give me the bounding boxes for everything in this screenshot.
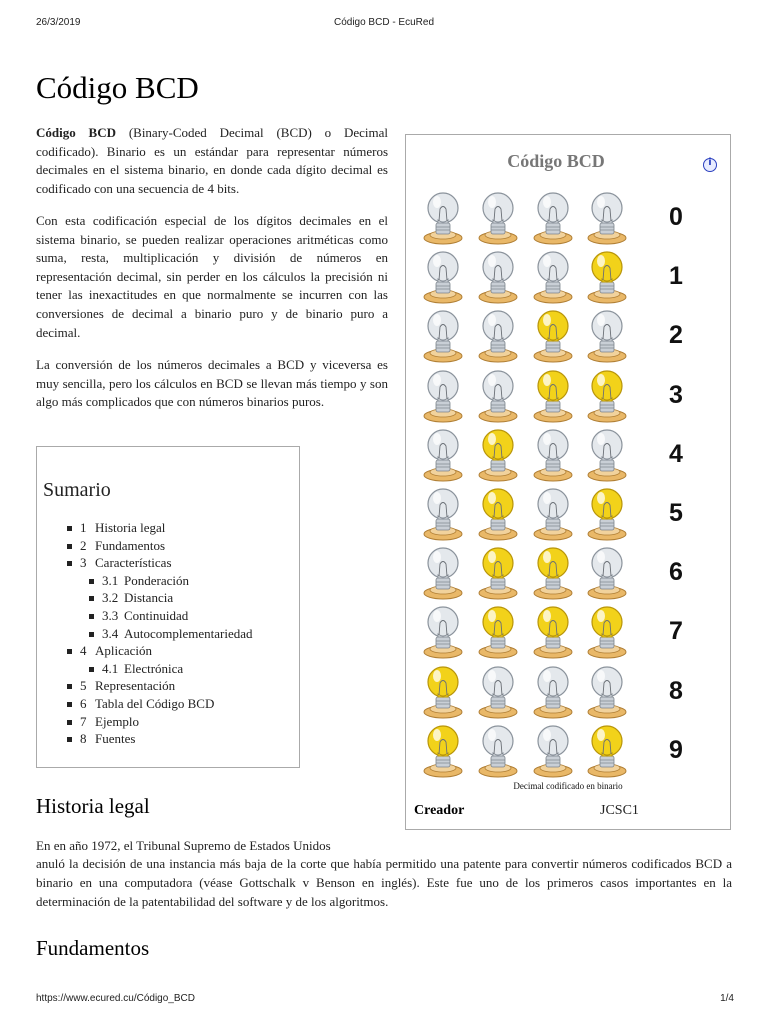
bulb-on-icon <box>529 305 577 365</box>
toc-item-label: Ejemplo <box>95 713 140 729</box>
print-header-title: Código BCD - EcuRed <box>333 17 435 28</box>
historia-first-line: En en año 1972, el Tribunal Supremo de Estados Unidos <box>36 838 331 853</box>
bulb-on-icon <box>583 365 631 425</box>
bulb-off-icon <box>474 305 522 365</box>
digit-label: 6 <box>669 558 683 587</box>
toc-item-label: Historia legal <box>95 520 166 535</box>
toc-item-number: 3.2 <box>102 590 119 606</box>
bulb-off-icon <box>529 483 577 543</box>
infobox <box>405 134 731 830</box>
bulb-on-icon <box>474 483 522 543</box>
bulb-on-icon <box>583 720 631 780</box>
bulb-on-icon <box>474 601 522 661</box>
bulb-on-icon <box>583 246 631 306</box>
digit-label: 4 <box>669 439 683 468</box>
bullet-icon <box>89 579 94 584</box>
bulb-off-icon <box>583 305 631 365</box>
bulb-on-icon <box>529 601 577 661</box>
toc-item-number: 6 <box>80 695 87 711</box>
bulb-off-icon <box>529 720 577 780</box>
intro-paragraph <box>36 124 388 198</box>
toc-item-number: 3.4 <box>102 625 119 641</box>
toc-item-label: Ponderación <box>124 572 189 588</box>
bulb-on-icon <box>583 483 631 543</box>
bulb-off-icon <box>529 424 577 484</box>
bullet-icon <box>89 614 94 619</box>
bulb-off-icon <box>474 720 522 780</box>
digit-label: 0 <box>669 203 683 231</box>
toc-item-number: 1 <box>80 520 87 535</box>
bulb-off-icon <box>419 601 467 661</box>
bulb-off-icon <box>419 424 467 484</box>
bulb-off-icon <box>583 424 631 484</box>
toc-item-label: Autocomplementariedad <box>124 625 253 641</box>
toc-item-number: 2 <box>80 537 87 553</box>
bulb-on-icon <box>419 661 467 721</box>
toc-item-label: Representación <box>95 678 176 694</box>
print-footer-url: https://www.ecured.cu/Código_BCD <box>36 993 195 1004</box>
bulb-off-icon <box>529 246 577 306</box>
historia-paragraph: anuló la decisión de una instancia más baja de la corte que había permitido una patente para convertir números codificados BCD a binario en una computadora (véase Gottschalk v Benson en inglés). Este fue uno de los primeros casos importantes en la determinación de la patentabilidad del software y de los algoritmos. <box>36 856 732 909</box>
bullet-icon <box>67 526 72 531</box>
creator-label: Creador <box>414 803 465 818</box>
bulb-off-icon <box>474 246 522 306</box>
page-title: Código BCD <box>36 70 199 105</box>
table-of-contents <box>36 446 300 768</box>
bullet-icon <box>89 667 94 672</box>
print-header-date: 26/3/2019 <box>36 17 81 28</box>
bullet-icon <box>67 544 72 549</box>
digit-label: 9 <box>669 735 683 764</box>
bullet-icon <box>67 737 72 742</box>
toc-item-label: Características <box>95 555 172 571</box>
toc-item-number: 3.1 <box>102 572 119 588</box>
bulb-on-icon <box>419 720 467 780</box>
bulb-off-icon <box>474 661 522 721</box>
toc-item-number: 5 <box>80 678 87 694</box>
section-title-fundamentos: Fundamentos <box>36 936 150 960</box>
intro-text: (Binary-Coded Decimal (BCD) o Decimal codificado). Binario es un estándar para representar números decimales en el sistema binario, en donde cada dígito decimal es codificado con una secuencia de 4 bits. <box>36 125 388 196</box>
bullet-icon <box>67 561 72 566</box>
section-title-historia: Historia legal <box>36 794 150 818</box>
digit-label: 8 <box>669 676 683 705</box>
toc-item-number: 7 <box>80 713 87 729</box>
info-icon[interactable]: i <box>703 158 717 172</box>
bulb-off-icon <box>474 187 522 247</box>
infobox-title: Código BCD <box>507 151 605 171</box>
bulb-off-icon <box>529 187 577 247</box>
bulb-off-icon <box>419 305 467 365</box>
toc-item-label: Distancia <box>124 590 174 606</box>
toc-title: Sumario <box>43 479 111 501</box>
paragraph-2: Con esta codificación especial de los dígitos decimales en el sistema binario, se pueden realizar operaciones aritméticas como suma, resta, multiplicación y división de números en representación decimal, sin perder en los cálculos la precisión ni tener las inexactitudes en que normalmente se incurren con las conversiones de decimal a binario puro y de binario puro a decimal. <box>36 213 388 340</box>
bulb-on-icon <box>474 424 522 484</box>
bulb-off-icon <box>419 187 467 247</box>
digit-label: 7 <box>669 617 683 646</box>
toc-item-number: 3.3 <box>102 607 119 623</box>
bulb-off-icon <box>419 542 467 602</box>
toc-item-number: 8 <box>80 731 87 747</box>
bulb-on-icon <box>529 365 577 425</box>
toc-item-label: Fuentes <box>95 731 136 747</box>
print-footer-page: 1/4 <box>720 993 734 1004</box>
toc-item-label: Fundamentos <box>95 537 166 553</box>
digit-label: 2 <box>669 321 683 350</box>
bullet-icon <box>67 702 72 707</box>
bulb-off-icon <box>419 483 467 543</box>
toc-item-number: 3 <box>80 555 87 571</box>
toc-item-number: 4.1 <box>102 660 119 676</box>
bulb-on-icon <box>474 542 522 602</box>
toc-item-label: Continuidad <box>124 607 189 623</box>
toc-item-label: Tabla del Código BCD <box>95 695 215 711</box>
toc-item-label: Aplicación <box>95 643 153 659</box>
bulb-off-icon <box>419 246 467 306</box>
digit-label: 3 <box>669 380 683 409</box>
bullet-icon <box>89 632 94 637</box>
intro-bold-term: Código BCD <box>36 125 116 140</box>
bulb-off-icon <box>583 661 631 721</box>
bullet-icon <box>67 649 72 654</box>
paragraph-3: La conversión de los números decimales a BCD y viceversa es muy sencilla, pero los cálculos en BCD se llevan más tiempo y son algo más complicados que con números binarios puros. <box>36 357 388 410</box>
toc-item-label: Electrónica <box>124 660 184 676</box>
bullet-icon <box>67 720 72 725</box>
bulb-off-icon <box>529 661 577 721</box>
digit-label: 5 <box>669 499 683 527</box>
bullet-icon <box>67 684 72 689</box>
toc-item-number: 4 <box>80 643 87 659</box>
bulb-off-icon <box>583 187 631 247</box>
bcd-bulb-grid <box>406 135 730 785</box>
digit-label: 1 <box>669 262 683 291</box>
bulb-on-icon <box>529 542 577 602</box>
bulb-off-icon <box>474 365 522 425</box>
bulb-on-icon <box>583 601 631 661</box>
image-caption: Decimal codificado en binario <box>513 781 623 791</box>
bulb-off-icon <box>583 542 631 602</box>
creator-value[interactable]: JCSC1 <box>600 803 639 818</box>
bulb-off-icon <box>419 365 467 425</box>
bullet-icon <box>89 596 94 601</box>
